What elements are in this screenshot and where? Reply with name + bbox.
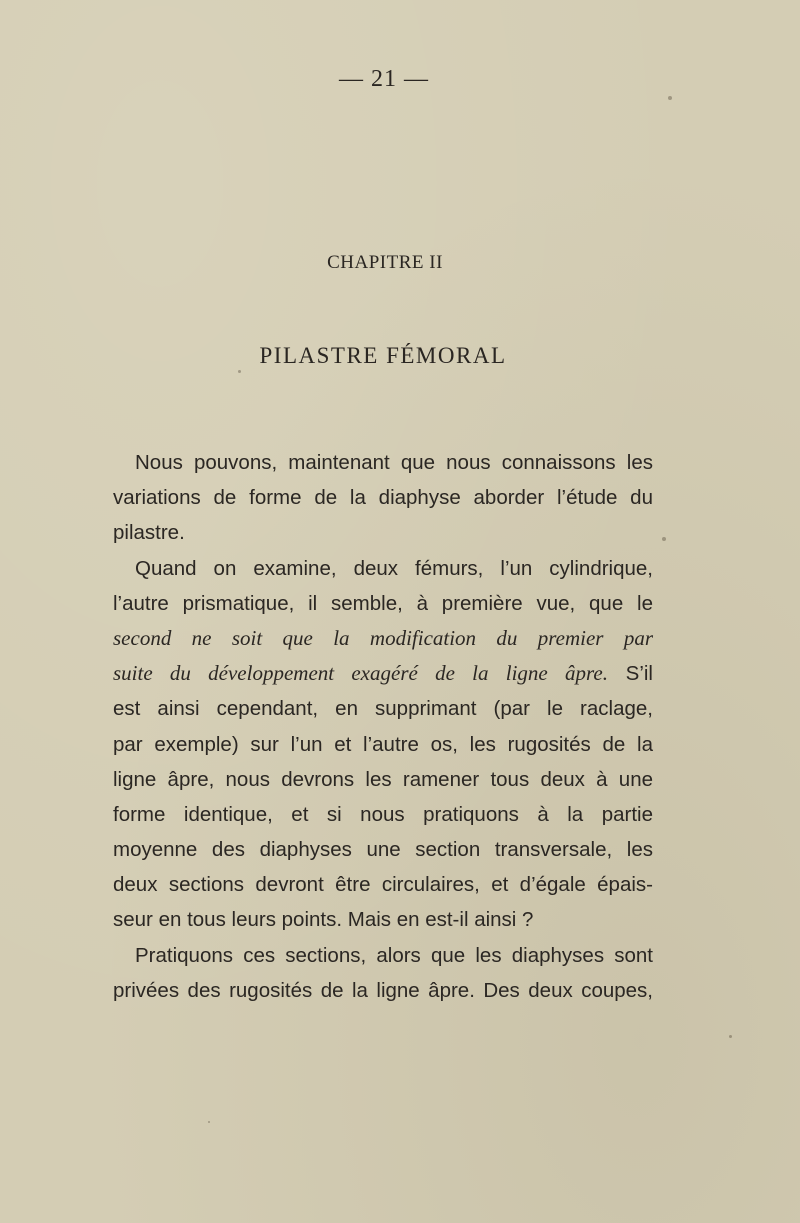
text-line: pilastre. [113, 521, 185, 545]
page-number: — 21 — [339, 66, 429, 92]
text-line: privées des rugosités de la ligne âpre. Des deux coupes, [113, 978, 653, 1002]
paper-speck [238, 370, 241, 373]
text-line: est ainsi cependant, en supprimant (par le raclage, [113, 697, 653, 721]
text-line: Nous pouvons, maintenant que nous connaissons les [135, 451, 653, 474]
roman-phrase: S’il [607, 662, 653, 686]
text-line: forme identique, et si nous pratiquons à la partie [113, 802, 653, 826]
text-line: moyenne des diaphyses une section transversale, les [113, 838, 653, 862]
text-line-italic: second ne soit que la modification du premier par [113, 625, 653, 650]
text-line: variations de forme de la diaphyse aborder l’étude du [113, 486, 653, 510]
text-line: seur en tous leurs points. Mais en est-il ainsi ? [113, 908, 534, 932]
paper-speck [208, 1121, 210, 1123]
text-line-mixed [113, 656, 653, 691]
body-text [113, 445, 653, 1008]
paper-speck [668, 96, 672, 100]
paper-speck [729, 1035, 732, 1038]
text-line: l’autre prismatique, il semble, à première vue, que le [113, 591, 653, 615]
chapter-title: PILASTRE FÉMORAL [259, 343, 507, 368]
text-line: deux sections devront être circulaires, et d’égale épais- [113, 873, 653, 897]
text-line: ligne âpre, nous devrons les ramener tous deux à une [113, 767, 653, 791]
italic-phrase: suite du développement exagéré de la ligne âpre. [113, 661, 608, 686]
text-line: Quand on examine, deux fémurs, l’un cylindrique, [135, 556, 653, 580]
paper-speck [662, 537, 666, 541]
chapter-heading: CHAPITRE II [327, 252, 443, 273]
text-line: Pratiquons ces sections, alors que les diaphyses sont [135, 943, 653, 967]
text-line: par exemple) sur l’un et l’autre os, les rugosités de la [113, 732, 653, 756]
